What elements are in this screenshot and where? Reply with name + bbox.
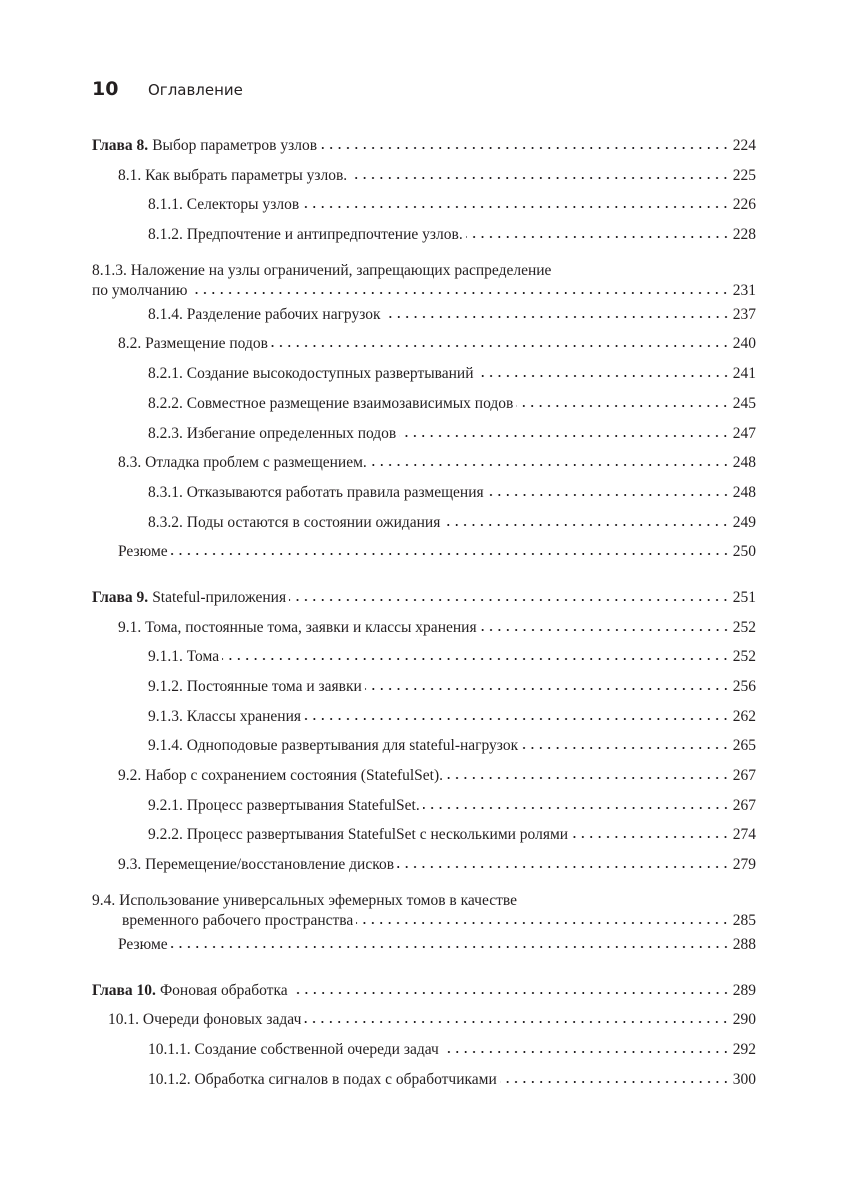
entry-title: 9.2.2. Процесс развертывания StatefulSet с несколькими ролями bbox=[148, 826, 569, 844]
page-number: 267 bbox=[732, 767, 756, 785]
toc-entry[interactable] bbox=[92, 855, 756, 885]
entry-title: 9.3. Перемещение/восстановление дисков bbox=[118, 856, 395, 874]
entry-title: 8.1. Как выбрать параметры узлов. bbox=[118, 166, 348, 184]
page-number: 241 bbox=[732, 365, 756, 383]
entry-title: 8.1.4. Разделение рабочих нагрузок bbox=[148, 305, 381, 323]
toc-entry[interactable] bbox=[92, 364, 756, 394]
chapter-title: Выбор параметров узлов bbox=[152, 137, 318, 154]
page-number: 288 bbox=[732, 935, 756, 953]
chapter-title: Stateful-приложения bbox=[152, 588, 287, 606]
dot-leader bbox=[446, 776, 730, 780]
page-number: 251 bbox=[732, 588, 756, 606]
toc-chapter-entry[interactable] bbox=[92, 136, 756, 166]
toc-entry[interactable] bbox=[92, 885, 756, 935]
entry-title: 8.2. Размещение подов bbox=[118, 335, 268, 353]
dot-leader bbox=[271, 344, 730, 348]
toc-summary-entry[interactable] bbox=[92, 542, 756, 572]
page-number: 265 bbox=[732, 737, 756, 755]
page-number: 262 bbox=[732, 707, 756, 725]
entry-title: 9.1. Тома, постоянные тома, заявки и классы хранения bbox=[118, 618, 477, 636]
chapter-label: Глава 10. bbox=[92, 981, 156, 999]
page-number: 279 bbox=[732, 856, 756, 874]
entry-title-line: по умолчанию bbox=[92, 281, 188, 299]
entry-title: Резюме bbox=[118, 935, 168, 953]
dot-leader bbox=[304, 717, 730, 721]
entry-title: Резюме bbox=[118, 543, 168, 561]
page-number: 300 bbox=[732, 1070, 756, 1088]
page-number: 248 bbox=[732, 483, 756, 501]
page-number: 285 bbox=[732, 911, 756, 929]
entry-title-line: временного рабочего пространства bbox=[122, 911, 354, 929]
entry-title: 8.2.2. Совместное размещение взаимозависимых подов bbox=[148, 394, 514, 412]
dot-leader bbox=[516, 404, 729, 408]
dot-leader bbox=[384, 315, 730, 319]
entry-title: 9.1.2. Постоянные тома и заявки bbox=[148, 678, 362, 695]
entry-title-continuation bbox=[92, 281, 756, 301]
dot-leader bbox=[521, 746, 730, 750]
chapter-group bbox=[92, 981, 756, 1100]
toc-entry[interactable] bbox=[92, 195, 756, 225]
dot-leader bbox=[487, 493, 730, 497]
page-number: 231 bbox=[732, 281, 756, 299]
dot-leader bbox=[171, 552, 730, 556]
dot-leader bbox=[397, 865, 730, 869]
chapter-title: Фоновая обработка bbox=[159, 981, 288, 999]
toc-entry[interactable] bbox=[92, 766, 756, 796]
entry-title: 8.3.1. Отказываются работать правила размещения bbox=[148, 483, 484, 501]
page-number: 292 bbox=[732, 1040, 756, 1058]
page-number: 256 bbox=[732, 678, 756, 695]
dot-leader bbox=[171, 945, 730, 949]
page-number: 290 bbox=[732, 1011, 756, 1029]
dot-leader bbox=[370, 463, 730, 467]
entry-title-continuation bbox=[92, 911, 756, 931]
toc-entry[interactable] bbox=[92, 677, 756, 707]
toc-entry[interactable] bbox=[92, 647, 756, 677]
page-number: 249 bbox=[732, 513, 756, 531]
toc-entry[interactable] bbox=[92, 618, 756, 648]
dot-leader bbox=[356, 921, 729, 925]
dot-leader bbox=[477, 374, 730, 378]
page-number: 267 bbox=[732, 796, 756, 814]
toc-entry[interactable] bbox=[92, 513, 756, 543]
entry-title: 9.1.1. Тома bbox=[148, 648, 220, 666]
dot-leader bbox=[466, 235, 730, 239]
dot-leader bbox=[304, 1020, 729, 1024]
page-number: 274 bbox=[732, 826, 756, 844]
toc-entry[interactable] bbox=[92, 1040, 756, 1070]
toc-summary-entry[interactable] bbox=[92, 935, 756, 965]
dot-leader bbox=[480, 628, 730, 632]
dot-leader bbox=[320, 146, 730, 150]
dot-leader bbox=[443, 523, 729, 527]
toc-entry[interactable] bbox=[92, 736, 756, 766]
page-number: 247 bbox=[732, 424, 756, 442]
entry-title: 10.1.1. Создание собственной очереди задач bbox=[148, 1040, 439, 1058]
toc-entry[interactable] bbox=[92, 424, 756, 454]
page-number: 252 bbox=[732, 618, 756, 636]
dot-leader bbox=[365, 687, 730, 691]
page-number: 240 bbox=[732, 335, 756, 353]
dot-leader bbox=[289, 598, 730, 602]
toc-entry[interactable] bbox=[92, 707, 756, 737]
entry-title: 8.3. Отладка проблем с размещением. bbox=[118, 454, 367, 472]
toc-entry[interactable] bbox=[92, 305, 756, 335]
entry-title: 8.1.1. Селекторы узлов bbox=[148, 196, 300, 214]
toc-entry[interactable] bbox=[92, 166, 756, 196]
page-number: 226 bbox=[732, 196, 756, 214]
page-number: 250 bbox=[732, 543, 756, 561]
page-number: 289 bbox=[732, 981, 756, 999]
entry-title: 9.1.3. Классы хранения bbox=[148, 707, 302, 725]
toc-entry[interactable] bbox=[92, 453, 756, 483]
chapter-label: Глава 9. bbox=[92, 588, 149, 606]
page-number: 248 bbox=[732, 454, 756, 472]
page-number: 224 bbox=[732, 137, 756, 154]
toc-chapter-entry[interactable] bbox=[92, 588, 756, 618]
toc-chapter-entry[interactable] bbox=[92, 981, 756, 1011]
entry-title: 8.2.3. Избегание определенных подов bbox=[148, 424, 397, 442]
dot-leader bbox=[500, 1080, 730, 1084]
entry-title: 10.1. Очереди фоновых задач bbox=[108, 1011, 302, 1029]
entry-title: 9.2. Набор с сохранением состояния (StatefulSet). bbox=[118, 767, 444, 785]
page-number: 228 bbox=[732, 226, 756, 244]
dot-leader bbox=[222, 657, 730, 661]
toc-entry[interactable] bbox=[92, 825, 756, 855]
page-number: 245 bbox=[732, 394, 756, 412]
entry-title: 9.1.4. Одноподовые развертывания для stateful-нагрузок bbox=[148, 737, 519, 755]
entry-title: 8.2.1. Создание высокодоступных развертываний bbox=[148, 365, 474, 383]
running-title: Оглавление bbox=[148, 81, 243, 99]
page-header bbox=[92, 78, 243, 100]
table-of-contents bbox=[92, 136, 756, 1115]
entry-title: 8.3.2. Поды остаются в состоянии ожидания bbox=[148, 513, 441, 531]
toc-entry[interactable] bbox=[92, 394, 756, 424]
page-number: 252 bbox=[732, 648, 756, 666]
dot-leader bbox=[571, 835, 730, 839]
toc-entry[interactable] bbox=[92, 255, 756, 305]
dot-leader bbox=[350, 176, 730, 180]
toc-entry[interactable] bbox=[92, 483, 756, 513]
chapter-label: Глава 8. bbox=[92, 137, 149, 154]
page-number: 10 bbox=[92, 78, 119, 100]
toc-entry[interactable] bbox=[92, 1070, 756, 1100]
dot-leader bbox=[190, 291, 729, 295]
entry-title-line: 8.1.3. Наложение на узлы ограничений, запрещающих распределение bbox=[92, 261, 552, 279]
dot-leader bbox=[442, 1050, 730, 1054]
page-number: 237 bbox=[732, 305, 756, 323]
dot-leader bbox=[291, 991, 730, 995]
entry-title: 9.2.1. Процесс развертывания StatefulSet. bbox=[148, 796, 420, 814]
toc-entry[interactable] bbox=[92, 796, 756, 826]
entry-title-line: 9.4. Использование универсальных эфемерных томов в качестве bbox=[92, 891, 517, 909]
dot-leader bbox=[423, 806, 730, 810]
chapter-group bbox=[92, 588, 756, 965]
toc-entry[interactable] bbox=[92, 1010, 756, 1040]
toc-entry[interactable] bbox=[92, 334, 756, 364]
entry-title: 10.1.2. Обработка сигналов в подах с обработчиками bbox=[148, 1070, 497, 1088]
dot-leader bbox=[302, 205, 730, 209]
dot-leader bbox=[399, 434, 730, 438]
page-number: 225 bbox=[732, 166, 756, 184]
chapter-group bbox=[92, 136, 756, 572]
entry-title: 8.1.2. Предпочтение и антипредпочтение узлов. bbox=[148, 226, 463, 244]
toc-entry[interactable] bbox=[92, 225, 756, 255]
